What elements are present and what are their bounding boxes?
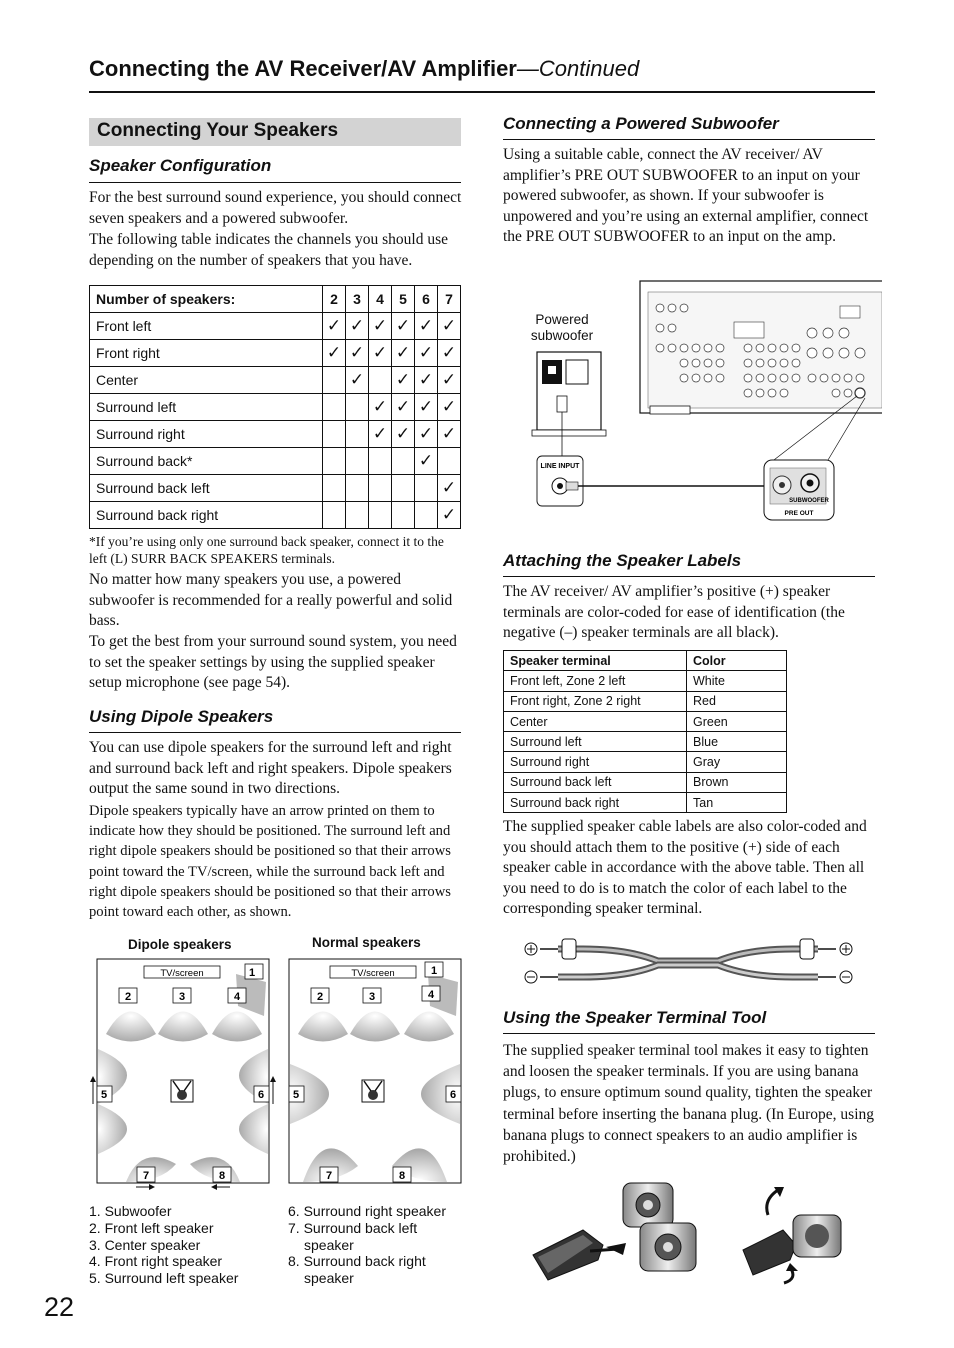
legend-item: 7. Surround back left [288, 1219, 418, 1236]
check-cell: ✓ [369, 394, 392, 421]
check-cell: ✓ [346, 367, 369, 394]
terminal-cell: Surround left [504, 732, 687, 752]
terminal-cell: Surround back left [504, 772, 687, 792]
row-label: Center [90, 367, 323, 394]
check-cell [323, 475, 346, 502]
title-rule [89, 91, 875, 93]
terminal-tool-paragraph: The supplied speaker terminal tool makes it easy to tighten and loosen the speaker terminals. If you are using banana plugs, to ensure optimum sound quality, tighten the speaker terminal before inserting the banana plug. (In Europe, using banana plugs to connect speakers to an audio amplifier is prohibited.) [503, 1042, 875, 1166]
config-paragraph-1: For the best surround sound experience, you should connect seven speakers and a powered subwoofer. [89, 189, 462, 227]
section-banner [89, 118, 461, 146]
receiver-rear-panel [640, 281, 882, 414]
speaker-config-table [89, 285, 461, 529]
check-cell: ✓ [415, 421, 438, 448]
check-cell: ✓ [438, 367, 461, 394]
subwoofer-heading: Connecting a Powered Subwoofer [503, 114, 779, 133]
page-number: 22 [44, 1292, 75, 1322]
speaker-number: 3 [178, 991, 186, 1003]
check-cell: ✓ [392, 313, 415, 340]
terminal-tool-illustration [528, 1175, 848, 1285]
listener-figure [171, 1080, 193, 1102]
legend-item: 2. Front left speaker [89, 1219, 214, 1236]
pre-out-zoom [764, 460, 834, 520]
color-cell: White [687, 671, 787, 691]
row-label: Front right [90, 340, 323, 367]
line-input-zoom [537, 456, 583, 506]
row-label: Front left [90, 313, 323, 340]
speaker-layout-diagram [86, 954, 466, 1194]
table-row [90, 502, 461, 529]
speaker-labels-paragraph-2: The supplied speaker cable labels are also color-coded and you should attach them to the positive (+) side of each speaker cable in accordance with the above table. Then all you need to do is to match the color of each label to the corresponding speaker terminal. [503, 818, 867, 918]
table-header-cell: 6 [415, 286, 438, 313]
check-cell [346, 448, 369, 475]
color-cell: Blue [687, 732, 787, 752]
terminal-cell: Surround right [504, 752, 687, 772]
check-cell: ✓ [346, 340, 369, 367]
check-cell: ✓ [438, 475, 461, 502]
dipole-paragraph-2: Dipole speakers typically have an arrow printed on them to indicate how they should be positioned. The surround left and right dipole speakers should be positioned so that their arrows point toward the TV/screen, while the surround back left and right dipole speakers should be positioned so that their arrows point toward each other, as shown. [89, 803, 451, 921]
table-header-row [504, 651, 787, 671]
subwoofer-paragraph: No matter how many speakers you use, a powered subwoofer is recommended for a really powerful and solid bass. [89, 571, 453, 630]
dipole-speakers-label: Dipole speakers [128, 937, 232, 952]
table-row [90, 475, 461, 502]
subwoofer-connection-diagram [520, 278, 882, 524]
table-row [504, 732, 787, 752]
cable-label-left [562, 939, 576, 959]
legend-column-1 [89, 1203, 279, 1287]
subwoofer-jack-label: SUBWOOFER [789, 498, 829, 504]
setup-paragraph: To get the best from your surround sound system, you need to set the speaker settings by using the supplied speaker setup microphone (see page 54). [89, 633, 457, 692]
check-cell [346, 394, 369, 421]
speaker-number: 1 [430, 965, 438, 977]
check-cell [415, 502, 438, 529]
rotate-arrow-top [767, 1190, 778, 1215]
speaker-number: 5 [292, 1089, 300, 1101]
check-cell [392, 502, 415, 529]
subwoofer-box [532, 352, 606, 436]
legend-item: speaker [304, 1236, 354, 1253]
cable-label-right [800, 939, 814, 959]
table-header-cell: 2 [323, 286, 346, 313]
check-cell [323, 502, 346, 529]
table-row [90, 340, 461, 367]
table-header-cell: 7 [438, 286, 461, 313]
normal-panel [289, 959, 461, 1183]
row-label: Surround back right [90, 502, 323, 529]
speaker-config-heading: Speaker Configuration [89, 156, 272, 175]
line-input-label: LINE INPUT [540, 463, 580, 470]
color-cell: Gray [687, 752, 787, 772]
row-label: Surround right [90, 421, 323, 448]
check-cell: ✓ [392, 394, 415, 421]
terminal-cell: Front right, Zone 2 right [504, 691, 687, 711]
check-cell: ✓ [415, 367, 438, 394]
page-title: Connecting the AV Receiver/AV Amplifier—Continued [89, 56, 640, 81]
table-header-cell: Color [687, 651, 787, 671]
table-row [504, 671, 787, 691]
speaker-number: 6 [257, 1089, 265, 1101]
subwoofer-connection-paragraph: Using a suitable cable, connect the AV receiver/ AV amplifier’s PRE OUT SUBWOOFER to an input on your powered subwoofer, as shown. If your subwoofer is unpowered and you’re using an external amplifier, connect the PRE OUT SUBWOOFER to an input on the amp. [503, 146, 869, 246]
dipole-paragraph-1: You can use dipole speakers for the surround left and right and surround back left and right speakers. Dipole speakers output the same sound in two directions. [89, 739, 452, 798]
section-title: Connecting Your Speakers [97, 120, 339, 141]
check-cell: ✓ [415, 394, 438, 421]
legend-item: 6. Surround right speaker [288, 1203, 446, 1219]
speaker-number: 4 [427, 989, 435, 1001]
check-cell: ✓ [438, 313, 461, 340]
color-cell: Green [687, 711, 787, 731]
table-row [504, 752, 787, 772]
tv-screen-label: TV/screen [351, 968, 395, 979]
heading-rule [89, 732, 461, 733]
check-cell [369, 502, 392, 529]
speaker-labels-heading: Attaching the Speaker Labels [503, 551, 742, 570]
legend-item: 8. Surround back right [288, 1253, 426, 1270]
check-cell [346, 502, 369, 529]
pre-out-label: PRE OUT [784, 510, 814, 517]
terminal-cell: Center [504, 711, 687, 731]
check-cell: ✓ [323, 340, 346, 367]
terminal-cell: Surround back right [504, 793, 687, 813]
check-cell: ✓ [392, 340, 415, 367]
speaker-number: 2 [124, 991, 132, 1003]
row-label: Surround back* [90, 448, 323, 475]
check-cell: ✓ [346, 313, 369, 340]
heading-rule [89, 182, 461, 183]
check-cell: ✓ [323, 313, 346, 340]
terminal-cell: Front left, Zone 2 left [504, 671, 687, 691]
check-cell: ✓ [438, 340, 461, 367]
check-cell [392, 475, 415, 502]
speaker-number: 2 [316, 991, 324, 1003]
row-label: Surround left [90, 394, 323, 421]
check-cell: ✓ [369, 421, 392, 448]
speaker-labels-paragraph-1: The AV receiver/ AV amplifier’s positive (+) speaker terminals are color-coded for ease of identification (the negative (–) speaker terminals are all black). [503, 583, 845, 642]
check-cell [346, 475, 369, 502]
powered-subwoofer-label: Powered subwoofer [530, 312, 594, 343]
check-cell [369, 475, 392, 502]
table-row [504, 691, 787, 711]
heading-rule [503, 1033, 875, 1034]
heading-rule [503, 576, 875, 577]
check-cell [369, 448, 392, 475]
check-cell: ✓ [438, 502, 461, 529]
listener-figure [362, 1080, 384, 1102]
color-code-table [503, 650, 787, 813]
legend-item: speaker [304, 1270, 354, 1287]
normal-speakers-label: Normal speakers [312, 935, 421, 950]
check-cell: ✓ [415, 448, 438, 475]
check-cell [323, 367, 346, 394]
check-cell: ✓ [392, 367, 415, 394]
check-cell [438, 448, 461, 475]
page-title-continued: —Continued [516, 56, 640, 81]
color-cell: Tan [687, 793, 787, 813]
check-cell: ✓ [369, 313, 392, 340]
legend-column-2 [288, 1203, 468, 1287]
table-row [90, 367, 461, 394]
row-label: Surround back left [90, 475, 323, 502]
dipole-heading: Using Dipole Speakers [89, 707, 274, 726]
check-cell [369, 367, 392, 394]
check-cell [323, 448, 346, 475]
terminal-1 [623, 1183, 673, 1227]
table-header-cell: 3 [346, 286, 369, 313]
speaker-number: 4 [233, 991, 241, 1003]
config-paragraph-2: The following table indicates the channels you should use depending on the number of speakers that you have. [89, 231, 448, 269]
table-row [504, 793, 787, 813]
speaker-number: 8 [218, 1170, 226, 1182]
legend-item: 3. Center speaker [89, 1236, 201, 1253]
check-cell: ✓ [438, 394, 461, 421]
table-row [90, 313, 461, 340]
table-footnote: *If you’re using only one surround back speaker, connect it to the left (L) SURR BACK SPEAKERS terminals. [89, 534, 444, 566]
table-header-cell: Speaker terminal [504, 651, 687, 671]
legend-item: 4. Front right speaker [89, 1253, 223, 1270]
speaker-number: 5 [100, 1089, 108, 1101]
table-row [504, 772, 787, 792]
speaker-number: 6 [449, 1089, 457, 1101]
check-cell: ✓ [415, 313, 438, 340]
color-cell: Red [687, 691, 787, 711]
table-row [90, 448, 461, 475]
heading-rule [503, 139, 875, 140]
terminal-2 [640, 1223, 696, 1271]
terminal-tool-heading: Using the Speaker Terminal Tool [503, 1008, 767, 1027]
check-cell [392, 448, 415, 475]
tv-screen-label: TV/screen [160, 968, 204, 979]
check-cell [415, 475, 438, 502]
check-cell: ✓ [415, 340, 438, 367]
table-header-row [90, 286, 461, 313]
check-cell: ✓ [369, 340, 392, 367]
color-cell: Brown [687, 772, 787, 792]
speaker-number: 3 [368, 991, 376, 1003]
table-header-cell: 4 [369, 286, 392, 313]
legend-item: 5. Surround left speaker [89, 1270, 239, 1287]
speaker-number: 7 [325, 1170, 333, 1182]
table-header-cell: Number of speakers: [90, 286, 323, 313]
speaker-number: 8 [398, 1170, 406, 1182]
speaker-number: 7 [142, 1170, 150, 1182]
dipole-panel [90, 959, 276, 1190]
check-cell [346, 421, 369, 448]
table-row [90, 394, 461, 421]
legend-item: 1. Subwoofer [89, 1203, 172, 1219]
check-cell [323, 394, 346, 421]
check-cell [323, 421, 346, 448]
check-cell: ✓ [438, 421, 461, 448]
table-row [504, 711, 787, 731]
table-header-cell: 5 [392, 286, 415, 313]
terminal-tool [533, 1230, 603, 1280]
speaker-number: 1 [248, 967, 256, 979]
speaker-cable-illustration [518, 930, 863, 988]
check-cell: ✓ [392, 421, 415, 448]
table-row [90, 421, 461, 448]
